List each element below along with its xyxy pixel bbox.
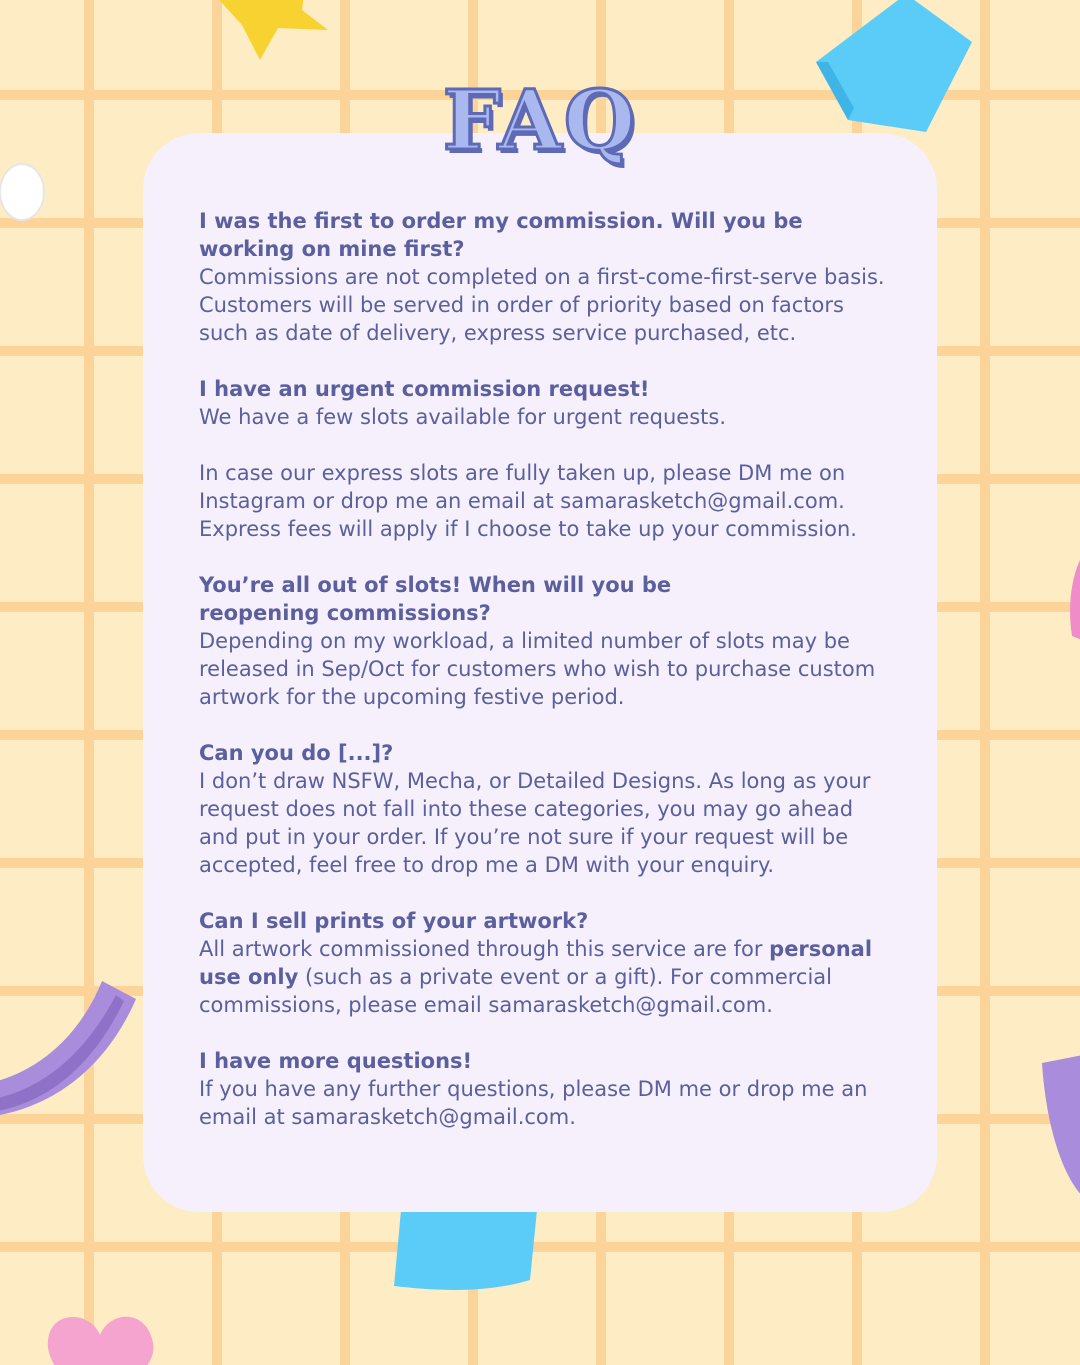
- faq-item: [199, 907, 899, 1019]
- purple-ribbon-decoration: [0, 975, 140, 1125]
- faq-item: [199, 1047, 899, 1131]
- faq-answer: Commissions are not completed on a first-come-first-serve basis. Customers will be served in order of priority based on factors such as date of delivery, express service purchased, etc.: [199, 265, 885, 345]
- answer-emphasis: personal use only: [199, 937, 873, 989]
- faq-item: [199, 571, 899, 711]
- pink-heart-decoration: [40, 1305, 160, 1365]
- faq-answer: I don’t draw NSFW, Mecha, or Detailed Designs. As long as your request does not fall into these categories, you may go ahead and put in your order. If you’re not sure if your request will be accepted, feel free to drop me a DM with your enquiry.: [199, 769, 871, 877]
- faq-question: You’re all out of slots! When will you be reopening commissions?: [199, 573, 672, 625]
- faq-item: [199, 375, 899, 543]
- faq-answer: If you have any further questions, please DM me or drop me an email at samarasketch@gmail.com.: [199, 1077, 868, 1129]
- white-blob-decoration: [0, 160, 50, 224]
- faq-answer: We have a few slots available for urgent requests.: [199, 405, 727, 429]
- faq-question: Can I sell prints of your artwork?: [199, 909, 589, 933]
- faq-question: Can you do [...]?: [199, 741, 394, 765]
- page-title: FAQ: [442, 73, 638, 169]
- blue-tab-decoration: [390, 1200, 550, 1300]
- answer-text: (such as a private event or a gift). For commercial commissions, please email samarasketch@gmail.com.: [199, 965, 833, 1017]
- faq-question: I have more questions!: [199, 1049, 473, 1073]
- faq-question: I have an urgent commission request!: [199, 377, 650, 401]
- faq-answer: [199, 935, 899, 1019]
- purple-arc-decoration: [1038, 1055, 1080, 1200]
- faq-list: [199, 207, 899, 1159]
- yellow-star-decoration: [190, 0, 340, 60]
- faq-answer-extra: In case our express slots are fully taken up, please DM me on Instagram or drop me an email at samarasketch@gmail.com. Express fees will apply if I choose to take up your commission.: [199, 461, 857, 541]
- faq-item: [199, 207, 899, 347]
- faq-answer: Depending on my workload, a limited number of slots may be released in Sep/Oct for customers who wish to purchase custom artwork for the upcoming festive period.: [199, 629, 876, 709]
- answer-text: All artwork commissioned through this service are for: [199, 937, 770, 961]
- faq-item: [199, 739, 899, 879]
- pink-sliver-decoration: [1062, 560, 1080, 640]
- faq-question: I was the first to order my commission. Will you be working on mine first?: [199, 209, 803, 261]
